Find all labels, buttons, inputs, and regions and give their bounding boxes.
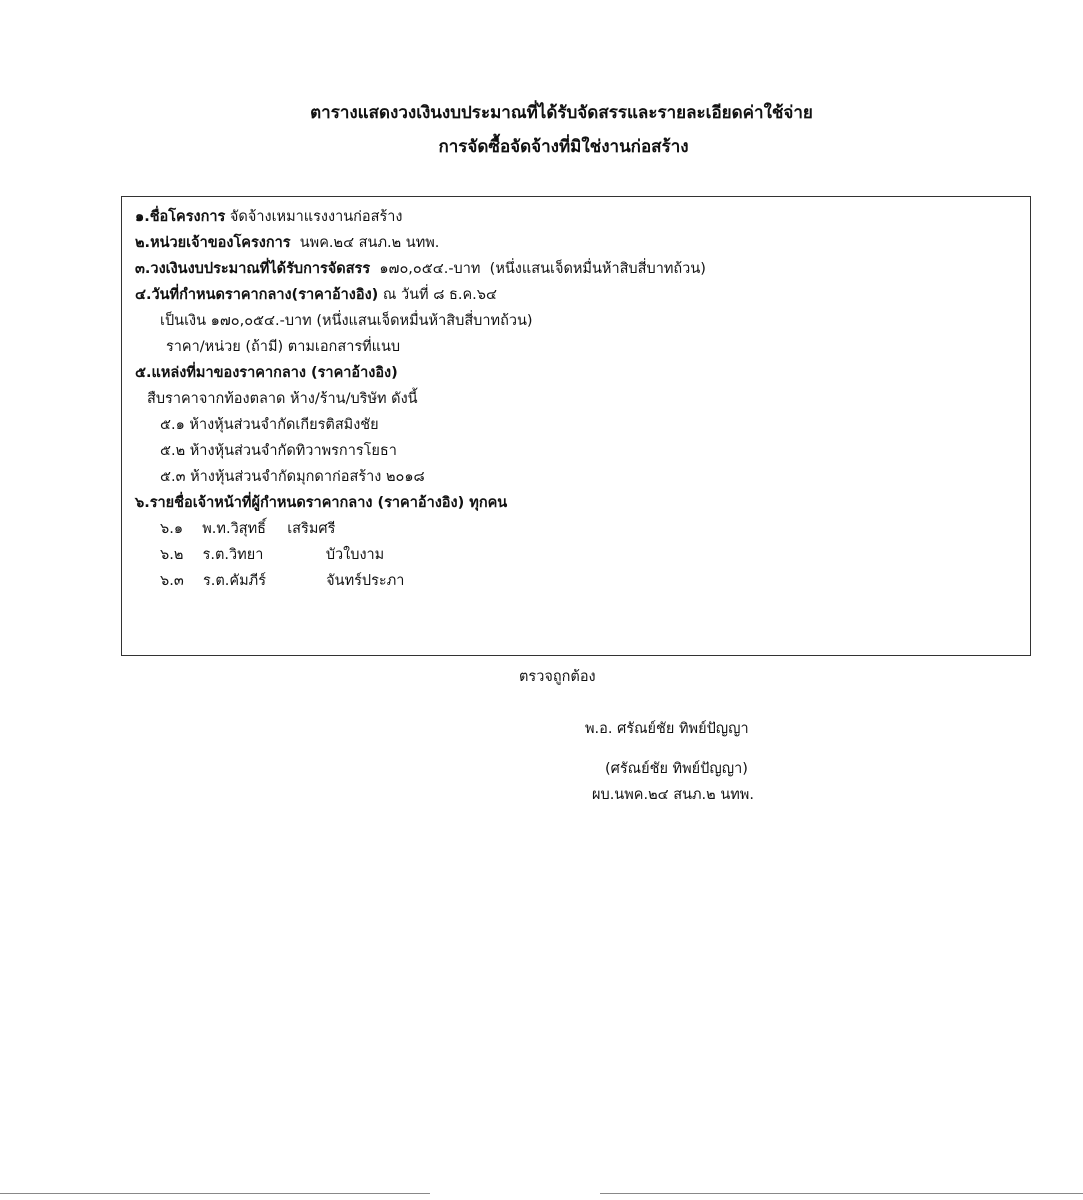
document-title-line-1: ตารางแสดงวงเงินงบประมาณที่ได้รับจัดสรรและรายละเอียดค่าใช้จ่าย [310,103,813,123]
bottom-scan-line-left [0,1193,430,1194]
official-3-no: ๖.๓ [160,573,184,589]
item-5-source-2: ๕.๒ ห้างหุ้นส่วนจำกัดทิวาพรการโยธา [160,443,397,459]
official-1-no: ๖.๑ [160,521,184,537]
item-6-label: ๖.รายชื่อเจ้าหน้าที่ผู้กำหนดราคากลาง (ราคาอ้างอิง) ทุกคน [135,495,508,511]
official-3-name: ร.ต.คัมภีร์ [202,573,266,589]
item-4-unit-price: ราคา/หน่วย (ถ้ามี) ตามเอกสารที่แนบ [166,339,401,355]
signer-position: ผบ.นพค.๒๔ สนภ.๒ นทพ. [592,787,754,803]
official-row-2 [160,544,384,566]
official-2-name: ร.ต.วิทยา [202,547,264,563]
item-5-source-1: ๕.๑ ห้างหุ้นส่วนจำกัดเกียรติสมิงชัย [160,417,379,433]
item-2-value: นพค.๒๔ สนภ.๒ นทพ. [290,235,440,251]
item-1-value: จัดจ้างเหมาแรงงานก่อสร้าง [225,209,403,225]
item-5-label: ๕.แหล่งที่มาของราคากลาง (ราคาอ้างอิง) [135,365,398,381]
item-3-budget [135,258,706,280]
item-5-source-3: ๕.๓ ห้างหุ้นส่วนจำกัดมุกดาก่อสร้าง ๒๐๑๘ [160,469,425,485]
item-1-project-name [135,206,402,228]
item-4-reference-date [135,284,497,306]
item-2-owner-unit [135,232,439,254]
official-3-surname: จันทร์ประภา [326,573,405,589]
item-5-intro: สืบราคาจากท้องตลาด ห้าง/ร้าน/บริษัท ดังนี้ [147,391,418,407]
official-2-surname: บัวใบงาม [325,547,385,563]
official-row-3 [160,570,404,592]
official-1-name: พ.ท.วิสุทธิ์ [202,521,266,537]
bottom-scan-line-right [600,1193,1083,1194]
item-4-value: ณ วันที่ ๘ ธ.ค.๖๔ [378,287,497,303]
signer-name: พ.อ. ศรัณย์ชัย ทิพย์ปัญญา [585,721,749,737]
official-1-surname: เสริมศรี [287,521,336,537]
official-row-1 [160,518,335,540]
verified-text: ตรวจถูกต้อง [519,669,596,685]
document-title-line-2: การจัดซื้อจัดจ้างที่มิใช่งานก่อสร้าง [438,137,689,157]
item-3-label: ๓.วงเงินงบประมาณที่ได้รับการจัดสรร [135,261,371,277]
official-2-no: ๖.๒ [160,547,184,563]
item-1-label: ๑.ชื่อโครงการ [135,209,226,225]
item-4-amount: เป็นเงิน ๑๗๐,๐๕๔.-บาท (หนึ่งแสนเจ็ดหมื่นห้าสิบสี่บาทถ้วน) [160,313,533,329]
item-3-value: ๑๗๐,๐๕๔.-บาท (หนึ่งแสนเจ็ดหมื่นห้าสิบสี่บาทถ้วน) [370,261,706,277]
item-2-label: ๒.หน่วยเจ้าของโครงการ [135,235,291,251]
item-4-label: ๔.วันที่กำหนดราคากลาง(ราคาอ้างอิง) [135,287,379,303]
signer-printed-name: (ศรัณย์ชัย ทิพย์ปัญญา) [605,761,748,777]
